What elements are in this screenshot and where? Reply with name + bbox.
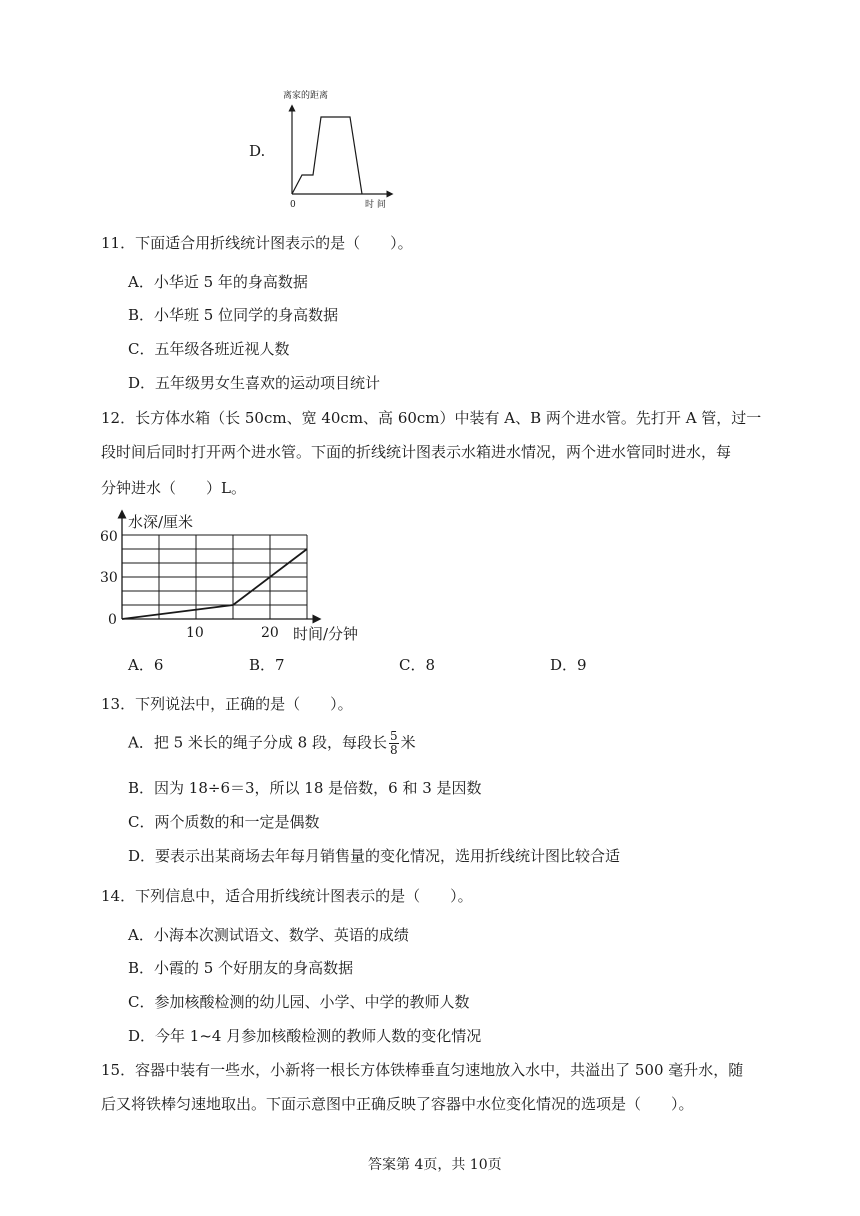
chart-y-axis-label: 水深/厘米 [128,513,194,531]
fraction [389,730,399,757]
q13-option-d: D．要表示出某商场去年每月销售量的变化情况，选用折线统计图比较合适 [128,847,621,865]
q14-option-b: B．小霞的 5 个好朋友的身高数据 [128,959,354,977]
fig-d-distance-line [292,117,362,194]
q13-option-a-unit: 米 [400,733,416,752]
fraction-numerator: 5 [390,729,398,743]
q11-stem: 11．下面适合用折线统计图表示的是（ ）。 [101,234,413,252]
water-depth-series-line [122,549,307,619]
distance-time-figure [275,82,395,212]
water-depth-line-chart [95,508,385,648]
q12-option-b: B．7 [249,656,285,674]
page-footer: 答案第 4页，共 10页 [368,1157,502,1173]
chart-x-tick-20: 20 [261,625,279,641]
q12-option-d: D．9 [550,656,587,674]
q13-stem: 13．下列说法中，正确的是（ ）。 [101,695,353,713]
q15-stem-line-2: 后又将铁棒匀速地取出。下面示意图中正确反映了容器中水位变化情况的选项是（ ）。 [101,1095,694,1113]
q11-option-a: A．小华近 5 年的身高数据 [128,273,308,291]
q13-option-a [128,730,416,757]
chart-x-axis-label: 时间/分钟 [293,625,359,643]
q14-option-d: D．今年 1~4 月参加核酸检测的教师人数的变化情况 [128,1027,482,1045]
q15-stem-line-1: 15．容器中装有一些水，小新将一根长方体铁棒垂直匀速地放入水中，共溢出了 500 毫升水，随 [101,1061,744,1079]
q12-stem-line-2: 段时间后同时打开两个进水管。下面的折线统计图表示水箱进水情况，两个进水管同时进水，每 [101,443,732,461]
q11-option-c: C．五年级各班近视人数 [128,340,290,358]
q13-option-a-text: A．把 5 米长的绳子分成 8 段，每段长 [128,733,387,752]
q12-stem-line-1: 12．长方体水箱（长 50cm、宽 40cm、高 60cm）中装有 A、B 两个进水管。先打开 A 管，过一 [101,409,762,427]
fig-d-y-axis-label: 离家的距离 [283,91,329,101]
chart-x-tick-10: 10 [186,625,204,641]
q14-stem: 14．下列信息中，适合用折线统计图表示的是（ ）。 [101,887,473,905]
q12-stem-line-3: 分钟进水（ ）L。 [101,479,246,497]
chart-y-tick-60: 60 [100,529,118,545]
q14-option-a: A．小海本次测试语文、数学、英语的成绩 [128,926,409,944]
fraction-denominator: 8 [390,743,398,757]
option-d-figure-label: D. [249,142,266,160]
q11-option-d: D．五年级男女生喜欢的运动项目统计 [128,374,381,392]
fig-d-origin-label: 0 [290,200,296,210]
chart-grid [122,535,307,619]
q12-option-c: C．8 [399,656,436,674]
chart-y-tick-0: 0 [108,612,117,628]
q13-option-b: B．因为 18÷6＝3，所以 18 是倍数，6 和 3 是因数 [128,779,482,797]
q12-option-a: A．6 [128,656,164,674]
fig-d-x-axis-label: 时 间 [365,200,386,210]
q14-option-c: C．参加核酸检测的幼儿园、小学、中学的教师人数 [128,993,470,1011]
chart-y-tick-30: 30 [100,570,118,586]
q13-option-c: C．两个质数的和一定是偶数 [128,813,320,831]
q11-option-b: B．小华班 5 位同学的身高数据 [128,306,339,324]
